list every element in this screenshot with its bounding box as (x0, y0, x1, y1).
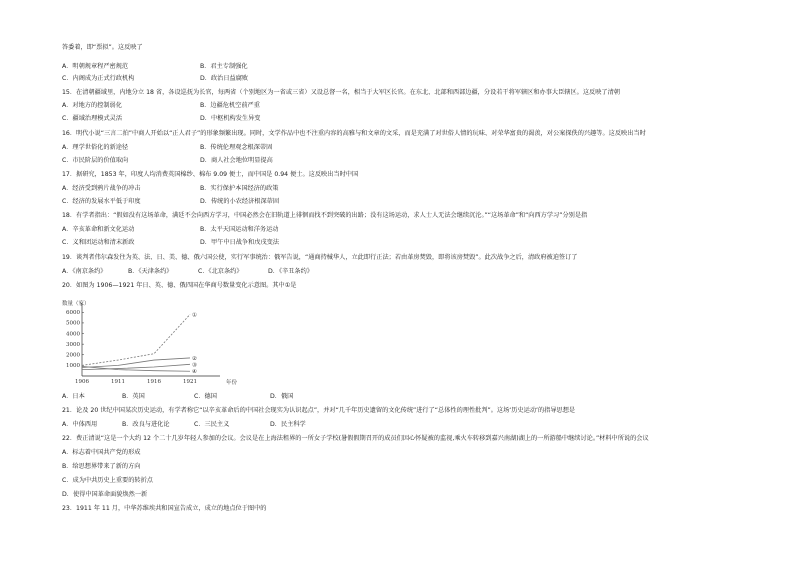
q22-stem: 22．费正清说“这是一个大约 12 个二十几岁年轻人参加的会议。会议是在上海法租界的一所女子学校(暑假假期召开的成员们因心怀疑被的监视,乘火车转移到嘉兴南湖)湖上的一所游船中继续讨论。”材料中所说的会议 (62, 435, 649, 442)
q14-option-a: A．明朝规章程严密规范 (62, 63, 129, 70)
series-label: ① (192, 312, 197, 319)
y-tick-label: 3000 (66, 341, 80, 348)
q17-option-d: D．传统的小农经济根深蒂固 (200, 198, 280, 205)
q16-option-a: A．理学世俗化的新途径 (62, 144, 129, 151)
q15-option-b: B．边疆危机空前严重 (200, 102, 260, 109)
q17-option-c: C．经济的发展水平低于印度 (62, 198, 141, 205)
q17-option-b: B．实行保护本国经济的政策 (200, 185, 279, 192)
q17-stem: 17．据研究，1853 年，印度人均消费英国棉纱、棉布 9.09 便士，而中国是 0.94 便士。这反映出当时中国 (62, 171, 359, 178)
chart-x-ticks (75, 379, 197, 385)
q14-option-c: C．内阁成为正式行政机构 (62, 75, 135, 82)
q22-option-d: D．使得中国革命面貌焕然一新 (62, 491, 148, 498)
series-label: ④ (192, 369, 197, 376)
q22-option-a: A．标志着中国共产党的形成 (62, 449, 141, 456)
q18-option-d: D．甲午中日战争和戊戌变法 (200, 239, 280, 246)
merchant-count-chart (58, 297, 248, 389)
x-tick-label: 1921 (183, 379, 197, 385)
series-label: ② (192, 355, 197, 362)
q19-option-b: B．《天津条约》 (128, 268, 173, 275)
y-tick-label: 4000 (66, 331, 80, 338)
q23-stem: 23．1911 年 11 月，中华苏维埃共和国宣告成立，成立的地点位于图中的 (62, 505, 267, 512)
series-line (82, 358, 190, 368)
q16-option-d: D．商人社会地位明显提高 (200, 157, 273, 164)
q16-option-b: B．传统伦理观念根深蒂固 (200, 144, 273, 151)
q20-stem: 20．如图为 1906—1921 年日、英、德、俄四国在华商号数量变化示意图。其中①是 (62, 282, 297, 289)
q18-stem: 18．有学者指出：“假如没有这场革命，满廷不会向西方学习，中国必然会在旧轨道上徘徊而找不到突破的出路；没有这场运动，求人士人无法会继续沉沦。”“这场革命”和“向西方学习”分别是指 (62, 212, 588, 219)
series-line (82, 314, 190, 365)
q15-option-a: A．对地方的控制弱化 (62, 102, 122, 109)
series-line (82, 364, 190, 369)
q18-option-b: B．太平天国运动和洋务运动 (200, 226, 279, 233)
q18-option-c: C．义和团运动和清末新政 (62, 239, 135, 246)
q21-option-c: C．三民主义 (194, 421, 230, 428)
q21-option-d: D．民主科学 (270, 421, 306, 428)
q14-stem-tail: 答委着，即“票拟”。这反映了 (62, 44, 143, 51)
chart-y-axis-label: 数量（家） (62, 301, 90, 307)
q21-option-a: A．中体西用 (62, 421, 98, 428)
q14-option-b: B．君主专制强化 (200, 63, 248, 70)
q14-option-d: D．政治日益腐败 (200, 75, 249, 82)
q20-option-c: C．德国 (194, 393, 217, 400)
x-tick-label: 1911 (111, 379, 125, 385)
q22-option-c: C．成为中共历史上重要的转折点 (62, 477, 153, 484)
x-tick-label: 1916 (147, 379, 161, 385)
q21-option-b: B．改良与进化论 (122, 421, 170, 428)
q15-option-d: D．中枢机构发生异变 (200, 115, 261, 122)
q17-option-a: A．经济受到鸦片战争的冲击 (62, 185, 141, 192)
q22-option-b: B．给思想界带来了新的方向 (62, 463, 141, 470)
q15-option-c: C．疆域治理模式灵活 (62, 115, 123, 122)
q20-option-a: A．日本 (62, 393, 85, 400)
q19-option-a: A．《南京条约》 (62, 268, 107, 275)
series-label: ③ (192, 362, 197, 369)
q21-stem: 21．论及 20 世纪中国某次历史运动，有学者称它“以辛亥革命后的中国社会现实为认识起点”，并对“几千年历史遗留的文化传统”进行了“总体性的理性批判”。这场‘历史运动’的指导思想是 (62, 407, 576, 414)
q19-stem: 19．谈判者伟尔森发往为英、法、日、美、德、俄六国公使，实行军事统治：俄军告说，“通商持械华人，立此即行正法；若由革房焚毁，即将该房焚毁”。此次战争之后，清政府被迫签订了 (62, 254, 578, 261)
y-tick-label: 5000 (66, 320, 80, 327)
y-tick-label: 2000 (66, 352, 80, 359)
q19-option-c: C．《北京条约》 (198, 268, 243, 275)
chart-axes (82, 303, 220, 376)
x-tick-label: 1906 (75, 379, 89, 385)
y-tick-label: 6000 (66, 310, 80, 317)
q16-option-c: C．市民阶层的价值取向 (62, 157, 129, 164)
chart-y-ticks (66, 310, 84, 369)
q20-option-b: B．英国 (122, 393, 145, 400)
y-tick-label: 1000 (66, 363, 80, 370)
chart-x-axis-label: 年份 (226, 380, 238, 386)
chart-series (82, 311, 197, 375)
q20-option-d: D．俄国 (270, 393, 294, 400)
q15-stem: 15．在清朝疆域里，内地分立 18 省，各设巡抚为长官，每两省（个别地区为一省或三省）又设总督一名，相当于大军区长官。在东北、北部和西部边疆，分设若干将军辖区和办事大臣辖区。这反映了清朝 (62, 89, 620, 96)
q16-stem: 16．明代小说“三言二拍”中商人开始以“正人君子”的形象频繁出现。同时，文学作品中也不注重内容的高雅与和文章的文采，而是充满了对世俗人情的玩味、对荣华富贵的渴羡，对公案探佚的兴趣等。这反映出当时 (62, 130, 646, 137)
q18-option-a: A．辛亥革命和新文化运动 (62, 226, 135, 233)
q19-option-d: D．《辛丑条约》 (268, 268, 313, 275)
